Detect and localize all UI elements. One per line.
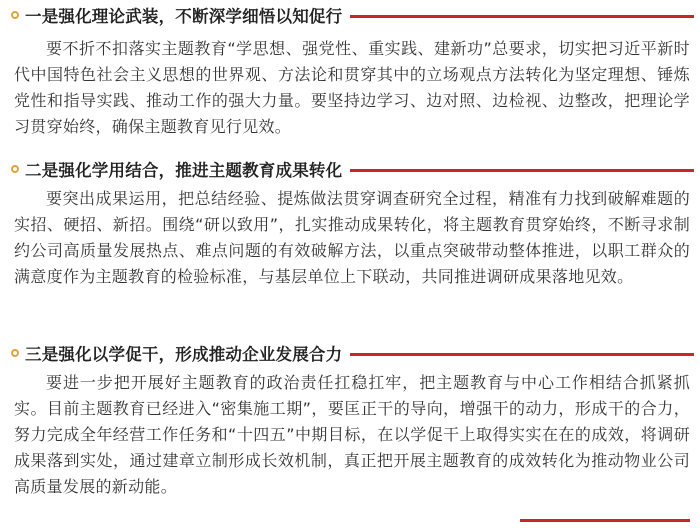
- section-3: [0, 340, 700, 500]
- section-2: [0, 156, 700, 290]
- section-heading: [0, 340, 700, 366]
- heading-rule: [350, 353, 694, 356]
- section-heading: [0, 2, 700, 28]
- section-heading: [0, 156, 700, 182]
- circle-bullet-icon: [11, 165, 19, 173]
- circle-bullet-icon: [11, 11, 19, 19]
- circle-bullet-icon: [11, 349, 19, 357]
- section-title: 一是强化理论武装，不断深学细悟以知促行: [25, 7, 343, 26]
- section-1: [0, 2, 700, 140]
- heading-rule: [350, 169, 694, 172]
- section-title: 三是强化以学促干，形成推动企业发展合力: [25, 345, 343, 364]
- heading-rule: [350, 15, 694, 18]
- section-body: 要进一步把开展好主题教育的政治责任扛稳扛牢，把主题教育与中心工作相结合抓紧抓实。目前主题教育已经进入“密集施工期”，要匡正干的导向，增强干的动力，形成干的合力，努力完成全年经营工作任务和“十四五”中期目标，在以学促干上取得实实在在的成效，将调研成果落到实处，通过建章立制形成长效机制，真正把开展主题教育的成效转化为推动物业公司高质量发展的新动能。: [14, 373, 690, 496]
- footer-rule: [520, 519, 690, 522]
- section-title: 二是强化学用结合，推进主题教育成果转化: [25, 161, 343, 180]
- section-body: 要不折不扣落实主题教育“学思想、强党性、重实践、建新功”总要求，切实把习近平新时代中国特色社会主义思想的世界观、方法论和贯穿其中的立场观点方法转化为坚定理想、锤炼党性和指导实践、推动工作的强大力量。要坚持边学习、边对照、边检视、边整改，把理论学习贯穿始终，确保主题教育见行见效。: [14, 39, 690, 136]
- section-body: 要突出成果运用，把总结经验、提炼做法贯穿调查研究全过程，精准有力找到破解难题的实招、硬招、新招。围绕“研以致用”，扎实推动成果转化，将主题教育贯穿始终，不断寻求制约公司高质量发展热点、难点问题的有效破解方法，以重点突破带动整体推进，以职工群众的满意度作为主题教育的检验标准，与基层单位上下联动，共同推进调研成果落地见效。: [14, 189, 690, 286]
